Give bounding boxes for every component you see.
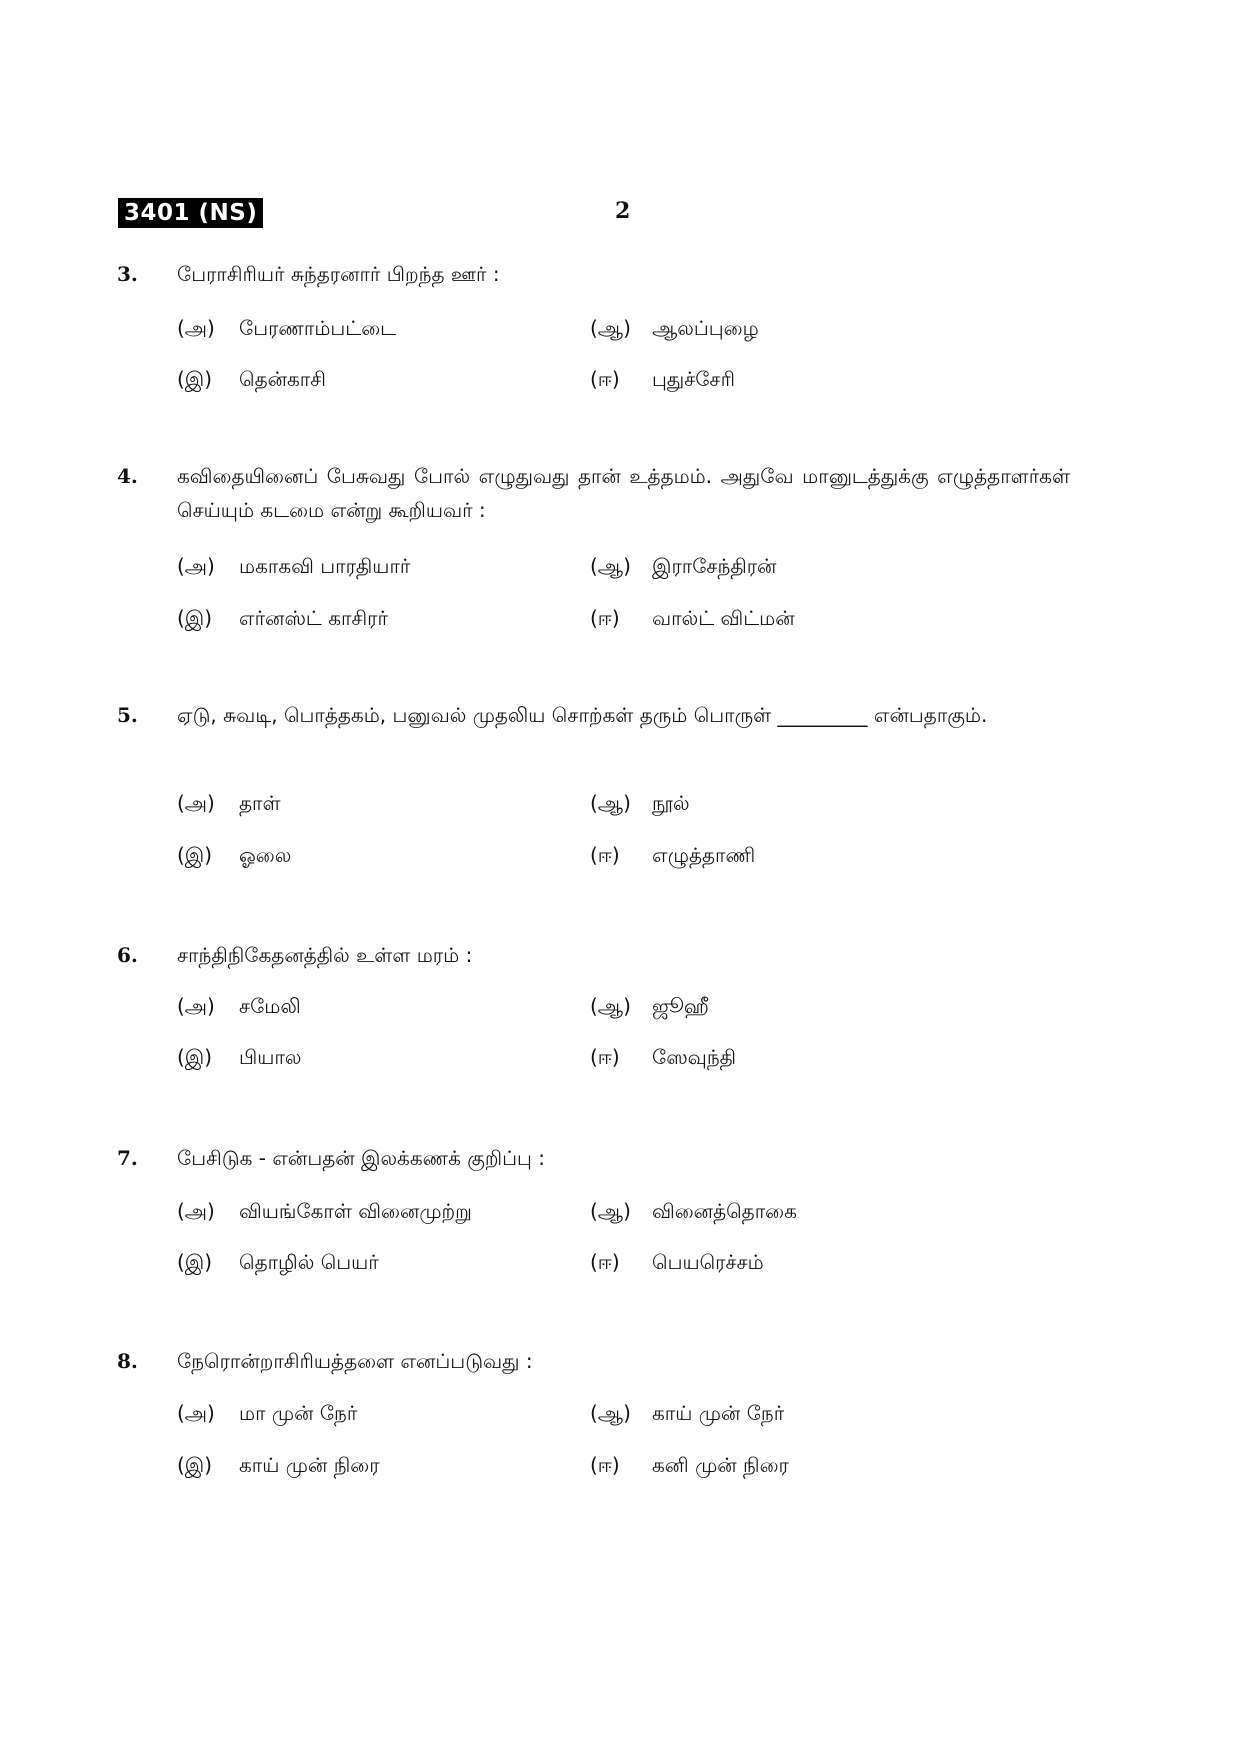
option-d: [590, 838, 755, 872]
question-number: 3.: [117, 262, 138, 286]
option-marker: (ஈ): [590, 606, 620, 630]
option-marker: (ஈ): [590, 1453, 620, 1477]
question-number: 6.: [117, 943, 138, 967]
option-text: தென்காசி: [239, 367, 326, 391]
option-b: [590, 989, 709, 1023]
option-marker: (அ): [177, 1401, 215, 1425]
option-text: ஜூஹீ: [652, 994, 709, 1018]
option-marker: (அ): [177, 994, 215, 1018]
option-marker: (ஆ): [590, 994, 631, 1018]
option-marker: (இ): [177, 606, 213, 630]
question-text: கவிதையினைப் பேசுவது போல் எழுதுவது தான் உத்தமம். அதுவே மானுடத்துக்கு எழுத்தாளர்கள் செய்யும் கடமை என்று கூறியவர் :: [177, 464, 1070, 522]
option-text: நூல்: [652, 791, 690, 815]
option-d: [590, 601, 795, 635]
option-marker: (அ): [177, 1199, 215, 1223]
option-c: [177, 1448, 380, 1482]
option-text: வியங்கோள் வினைமுற்று: [239, 1199, 472, 1223]
paper-code-badge: 3401 (NS): [118, 198, 263, 228]
option-a: [177, 786, 281, 820]
option-b: [590, 1194, 797, 1228]
option-text: தாள்: [239, 791, 281, 815]
option-marker: (இ): [177, 843, 213, 867]
option-c: [177, 1245, 379, 1279]
option-text: தொழில் பெயர்: [239, 1250, 379, 1274]
option-a: [177, 549, 410, 583]
option-marker: (ஆ): [590, 316, 631, 340]
option-d: [590, 1448, 789, 1482]
option-a: [177, 311, 396, 345]
option-text: புதுச்சேரி: [652, 367, 735, 391]
option-text: மா முன் நேர்: [239, 1401, 358, 1425]
option-text: பேரணாம்பட்டை: [239, 316, 397, 340]
option-text: ஓலை: [239, 843, 292, 867]
option-marker: (அ): [177, 791, 215, 815]
question-text: நேரொன்றாசிரியத்தளை எனப்படுவது :: [177, 1349, 533, 1373]
option-c: [177, 601, 388, 635]
question-number: 5.: [117, 703, 138, 727]
option-marker: (ஆ): [590, 1199, 631, 1223]
option-text: வினைத்தொகை: [652, 1199, 797, 1223]
option-c: [177, 362, 326, 396]
option-d: [590, 1040, 736, 1074]
option-text: மகாகவி பாரதியார்: [239, 554, 411, 578]
option-text: சமேலி: [239, 994, 301, 1018]
option-marker: (ஈ): [590, 843, 620, 867]
option-a: [177, 1396, 357, 1430]
option-text: பியால: [239, 1045, 302, 1069]
option-text: கனி முன் நிரை: [652, 1453, 789, 1477]
option-a: [177, 989, 301, 1023]
question-number: 4.: [117, 464, 138, 488]
option-marker: (இ): [177, 367, 213, 391]
option-marker: (இ): [177, 1045, 213, 1069]
question-number: 8.: [117, 1349, 138, 1373]
option-marker: (இ): [177, 1453, 213, 1477]
option-text: காய் முன் நேர்: [652, 1401, 785, 1425]
option-marker: (அ): [177, 316, 215, 340]
option-text: இராசேந்திரன்: [652, 554, 777, 578]
option-d: [590, 362, 735, 396]
option-marker: (ஈ): [590, 1250, 620, 1274]
page-number: 2: [615, 198, 631, 224]
option-text: வால்ட் விட்மன்: [652, 606, 795, 630]
question-text: ஏடு, சுவடி, பொத்தகம், பனுவல் முதலிய சொற்கள் தரும் பொருள் _________ என்பதாகும்.: [177, 703, 988, 727]
option-text: பெயரெச்சம்: [652, 1250, 764, 1274]
question-text: சாந்திநிகேதனத்தில் உள்ள மரம் :: [177, 943, 473, 967]
option-marker: (ஆ): [590, 1401, 631, 1425]
option-text: எழுத்தாணி: [652, 843, 756, 867]
option-c: [177, 838, 291, 872]
question-number: 7.: [117, 1146, 138, 1170]
option-a: [177, 1194, 472, 1228]
option-b: [590, 786, 690, 820]
option-marker: (ஆ): [590, 791, 631, 815]
option-marker: (இ): [177, 1250, 213, 1274]
option-marker: (ஆ): [590, 554, 631, 578]
option-text: எர்னஸ்ட் காசிரர்: [239, 606, 388, 630]
option-text: ஸேவுந்தி: [652, 1045, 737, 1069]
option-d: [590, 1245, 764, 1279]
option-text: காய் முன் நிரை: [239, 1453, 380, 1477]
option-c: [177, 1040, 301, 1074]
option-text: ஆலப்புழை: [652, 316, 759, 340]
option-b: [590, 311, 759, 345]
option-marker: (ஈ): [590, 367, 620, 391]
option-marker: (ஈ): [590, 1045, 620, 1069]
option-b: [590, 1396, 784, 1430]
question-text: பேராசிரியர் சுந்தரனார் பிறந்த ஊர் :: [177, 262, 500, 286]
option-b: [590, 549, 776, 583]
question-text: பேசிடுக - என்பதன் இலக்கணக் குறிப்பு :: [177, 1146, 545, 1170]
option-marker: (அ): [177, 554, 215, 578]
